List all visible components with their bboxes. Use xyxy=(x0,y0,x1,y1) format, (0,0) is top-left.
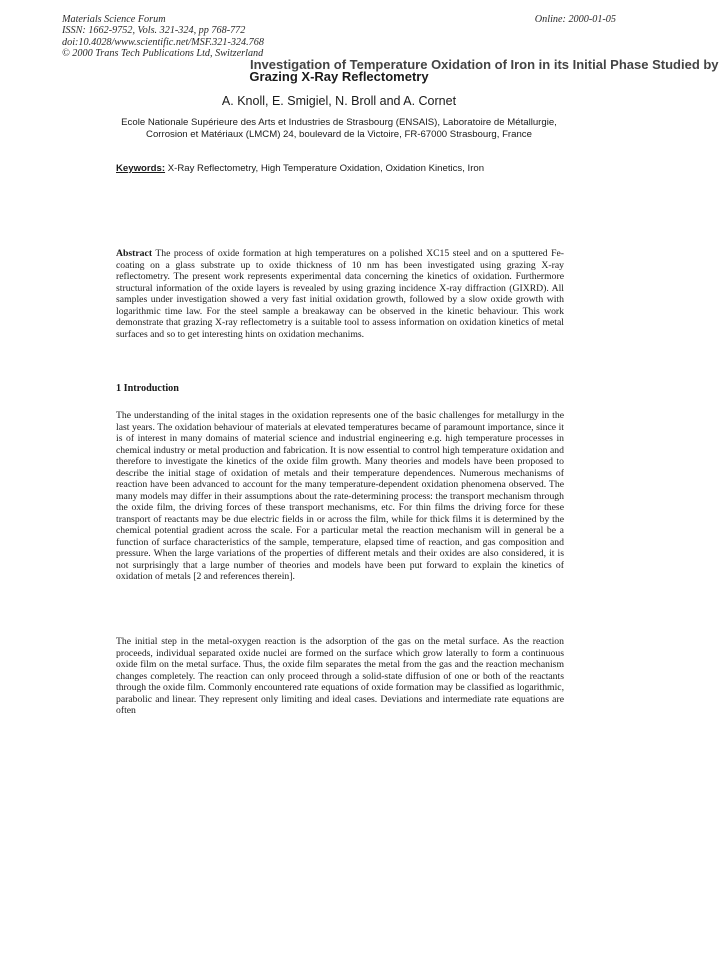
keywords-label: Keywords: xyxy=(116,163,166,174)
keywords-line xyxy=(116,163,484,174)
title-line-partial: Investigation of Temperature Oxidation of Iron in its Initial Phase Studied by xyxy=(250,57,719,72)
paper-authors: A. Knoll, E. Smigiel, N. Broll and A. Cornet xyxy=(221,94,457,108)
section-heading: 1 Introduction xyxy=(116,383,179,394)
journal-name: Materials Science Forum xyxy=(62,14,166,25)
paper-affiliation: Ecole Nationale Supérieure des Arts et Industries de Strasbourg (ENSAIS), Laboratoire de Métallurgie, Corrosion et Matériaux (LMCM) 24, boulevard de la Victoire, FR-67000 Strasbourg, France xyxy=(121,117,557,141)
journal-info xyxy=(62,14,264,59)
paragraph: The initial step in the metal-oxygen reaction is the adsorption of the gas on the metal surface. As the reaction proceeds, individual separated oxide nuclei are formed on the surface which grow laterally to form a continuous oxide film on the metal surface. Thus, the oxide film separates the metal from the gas and the reaction mechanism changes completely. The reaction can only proceed through a solid-state diffusion of one or both of the reactants through the oxide film. Commonly encountered rate equations of oxide formation may be classified as logarithmic, parabolic and linear. They represent only limiting and ideal cases. Deviations and intermediate rate equations are often xyxy=(116,636,564,716)
paragraph: The understanding of the inital stages in the oxidation represents one of the basic challenges for metallurgy in the last years. The oxidation behaviour of materials at elevated temperatures became of paramount importance, since it is of interest in many domains of material science and industrial engineering e.g. high temperature processes in chemical industry or metal production and fabrication. It is now essential to control high temperature oxidation and therefore to investigate the kinetics of the oxide film growth. Many theories and models have been proposed to describe the initial stage of oxidation of metals and their temperature dependences. Numerous mechanisms of reaction have been advanced to account for the many temperature-dependent oxidation phenomena observed. The many models may differ in their assumptions about the rate-determining process: the transport mechanism through the oxide film, the driving forces of these transport mechanisms, etc. For thin films the driving force for these transport of reactants may be due electric fields in or across the film, while for thick films it is determined by the chemical potential gradient across the scale. For a particular metal the reaction mechanism will in general be a function of surface characteristics of the sample, temperature, elapsed time of reaction, and gas composition and pressure. When the large variations of the properties of different metals and their oxides are also considered, it is not surprisingly that a large number of theories and models have been put forward to explain the kinetics of oxidation of metals [2 and references therein]. xyxy=(116,410,564,582)
journal-copyright: © 2000 Trans Tech Publications Ltd, Switzerland xyxy=(62,47,264,59)
journal-issn: ISSN: 1662-9752, Vols. 321-324, pp 768-772 xyxy=(62,25,246,37)
abstract xyxy=(116,248,564,340)
abstract-text: The process of oxide formation at high temperatures on a polished XC15 steel and on a sputtered Fe-coating on a glass substrate up to oxide thickness of 10 nm has been investigated using grazing X-ray reflectometry. The present work represents experimental data concerning the kinetics of oxidation. Furthermore structural information of the oxide layers is revealed by using grazing incidence X-ray diffraction (GIXRD). All samples under investigation showed a very fast initial oxidation growth, followed by a slow oxide growth with logarithmic time law. For the steel sample a breakaway can be observed in the kinetic behaviour. This work demonstrate that grazing X-ray reflectometry is a suitable tool to assess information on oxidation kinetics of metal surfaces and so to get interesting hints on oxidation mechanims. xyxy=(116,248,564,340)
paper-title: Grazing X-Ray Reflectometry xyxy=(249,69,429,84)
journal-doi: doi:10.4028/www.scientific.net/MSF.321-324.768 xyxy=(62,36,264,48)
abstract-label: Abstract xyxy=(116,248,153,259)
keywords-text: X-Ray Reflectometry, High Temperature Oxidation, Oxidation Kinetics, Iron xyxy=(167,163,485,174)
online-date: Online: 2000-01-05 xyxy=(534,14,616,25)
